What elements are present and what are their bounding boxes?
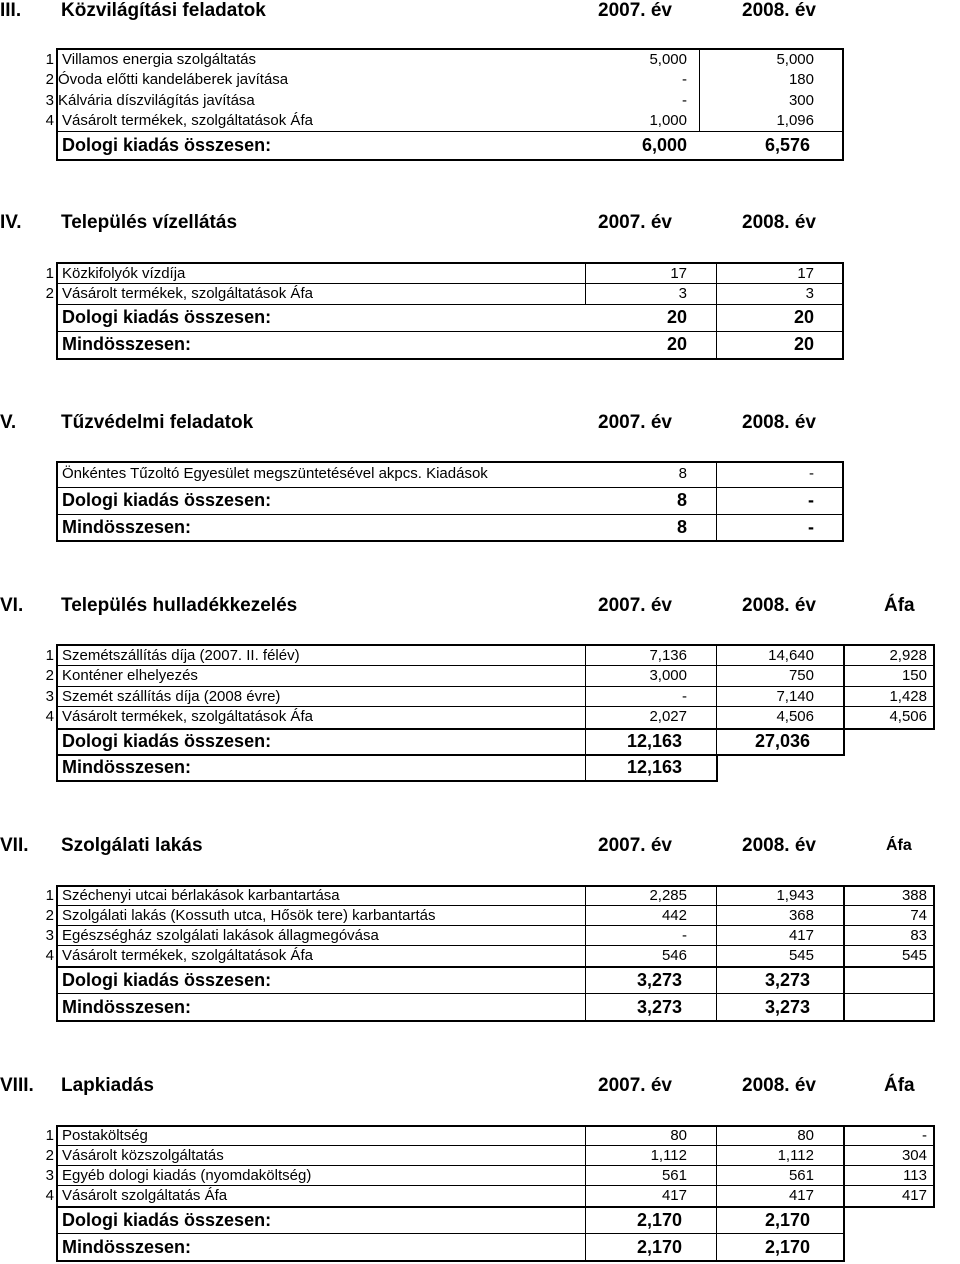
column-divider: [843, 644, 845, 730]
total-label: Dologi kiadás összesen:: [62, 731, 272, 751]
total-2007: 8: [676, 490, 687, 510]
value-2008: 545: [788, 947, 814, 964]
section-number: VIII.: [0, 1075, 34, 1096]
section-title: Település hulladékkezelés: [61, 595, 298, 616]
value-afa: 304: [901, 1147, 927, 1164]
row-divider: [56, 665, 935, 666]
grand-total-label: Mindösszesen:: [62, 997, 192, 1017]
value-2007: 2,027: [649, 708, 687, 725]
section-title: Közvilágítási feladatok: [61, 0, 266, 21]
value-2008: 80: [797, 1127, 814, 1144]
column-header-2008: 2008. év: [742, 1075, 816, 1096]
column-divider: [585, 728, 586, 756]
row-label: Vásárolt termékek, szolgáltatások Áfa: [62, 708, 313, 725]
total-2008: -: [808, 490, 814, 510]
column-divider: [716, 644, 717, 730]
value-2007: 17: [670, 265, 687, 282]
value-2008: 300: [788, 92, 814, 109]
value-2008: 417: [788, 927, 814, 944]
row-number: 1: [45, 1127, 54, 1144]
row-divider: [56, 1233, 845, 1234]
row-divider: [56, 304, 844, 305]
row-label: Széchenyi utcai bérlakások karbantartása: [62, 887, 340, 904]
row-divider: [56, 487, 844, 488]
total-2007: 3,273: [636, 970, 682, 990]
row-number: 2: [45, 71, 54, 88]
grand-total-label: Mindösszesen:: [62, 1237, 192, 1257]
column-divider: [716, 966, 717, 1022]
row-number: 3: [45, 1167, 54, 1184]
value-2007: -: [682, 688, 687, 705]
column-header-afa: Áfa: [886, 837, 912, 854]
value-afa: -: [922, 1127, 927, 1144]
section-number: V.: [0, 412, 17, 433]
value-2007: 2,285: [649, 887, 687, 904]
value-2008: 180: [788, 71, 814, 88]
value-afa: 417: [901, 1187, 927, 1204]
row-label: Egészségház szolgálati lakások állagmegóvása: [62, 927, 379, 944]
total-2008: 2,170: [764, 1210, 810, 1230]
value-2008: 3: [805, 285, 814, 302]
total-2008: 20: [793, 307, 814, 327]
section-title: Tűzvédelmi feladatok: [61, 412, 254, 433]
row-number: 1: [45, 647, 54, 664]
row-number: 3: [45, 92, 54, 109]
value-afa: 2,928: [889, 647, 927, 664]
value-2007: 3: [678, 285, 687, 302]
value-2007: 417: [661, 1187, 687, 1204]
row-number: 4: [45, 947, 54, 964]
column-divider: [699, 48, 700, 132]
column-header-2008: 2008. év: [742, 412, 816, 433]
total-label: Dologi kiadás összesen:: [62, 490, 272, 510]
column-divider: [585, 1125, 586, 1208]
grand-total-2008: 20: [793, 334, 814, 354]
value-2007: 80: [670, 1127, 687, 1144]
column-header-2008: 2008. év: [742, 595, 816, 616]
row-divider: [56, 1145, 935, 1146]
row-label: Szemét szállítás díja (2008 évre): [62, 688, 281, 705]
grand-total-label: Mindösszesen:: [62, 757, 192, 777]
grand-total-label: Mindösszesen:: [62, 517, 192, 537]
value-2007: -: [682, 92, 687, 109]
row-label: Önkéntes Tűzoltó Egyesület megszüntetésével akpcs. Kiadások: [62, 465, 488, 482]
value-2008: 561: [788, 1167, 814, 1184]
row-label: Szolgálati lakás (Kossuth utca, Hősök tere) karbantartás: [62, 907, 436, 924]
row-label: Közkifolyók vízdíja: [62, 265, 186, 282]
value-2008: 14,640: [768, 647, 814, 664]
row-divider: [56, 1185, 935, 1186]
column-header-2007: 2007. év: [598, 595, 672, 616]
value-2008: 417: [788, 1187, 814, 1204]
value-2007: 3,000: [649, 667, 687, 684]
column-header-2007: 2007. év: [598, 835, 672, 856]
row-number: 2: [45, 285, 54, 302]
column-divider: [585, 644, 586, 730]
value-2007: 546: [661, 947, 687, 964]
value-afa: 4,506: [889, 708, 927, 725]
total-2008: 3,273: [764, 970, 810, 990]
row-divider: [56, 993, 935, 994]
row-divider: [56, 686, 935, 687]
row-label: Vásárolt szolgáltatás Áfa: [62, 1187, 228, 1204]
value-afa: 113: [903, 1167, 927, 1184]
value-2007: 1,000: [649, 112, 687, 129]
row-label: Kálvária díszvilágítás javítása: [58, 92, 255, 109]
row-divider: [56, 945, 935, 946]
column-divider: [716, 1206, 717, 1262]
column-header-afa: Áfa: [884, 1075, 915, 1096]
grand-total-2008: 3,273: [764, 997, 810, 1017]
total-2007: 2,170: [636, 1210, 682, 1230]
section-title: Szolgálati lakás: [61, 835, 203, 856]
column-divider: [716, 461, 717, 540]
column-header-2007: 2007. év: [598, 412, 672, 433]
value-2008: 5,000: [776, 51, 814, 68]
column-divider: [843, 966, 845, 1022]
value-afa: 388: [901, 887, 927, 904]
row-label: Egyéb dologi kiadás (nyomdaköltség): [62, 1167, 312, 1184]
value-afa: 545: [901, 947, 927, 964]
row-number: 4: [45, 112, 54, 129]
column-header-2008: 2008. év: [742, 212, 816, 233]
row-divider: [56, 331, 844, 332]
row-label: Vásárolt termékek, szolgáltatások Áfa: [62, 285, 313, 302]
grand-total-2007: 2,170: [636, 1237, 682, 1257]
total-label: Dologi kiadás összesen:: [62, 970, 272, 990]
total-2007: 20: [666, 307, 687, 327]
row-divider: [56, 905, 935, 906]
row-label: Villamos energia szolgáltatás: [62, 51, 256, 68]
value-afa: 83: [910, 927, 927, 944]
value-2007: 8: [678, 465, 687, 482]
column-divider: [585, 754, 586, 782]
section-number: III.: [0, 0, 22, 21]
value-2008: -: [809, 465, 814, 482]
grand-total-2007: 8: [676, 517, 687, 537]
row-number: 4: [45, 1187, 54, 1204]
total-label: Dologi kiadás összesen:: [62, 135, 272, 155]
column-header-2007: 2007. év: [598, 212, 672, 233]
grand-total-2007: 20: [666, 334, 687, 354]
total-label: Dologi kiadás összesen:: [62, 1210, 272, 1230]
grand-total-label: Mindösszesen:: [62, 334, 192, 354]
column-divider: [716, 728, 717, 756]
row-label: Vásárolt termékek, szolgáltatások Áfa: [62, 947, 313, 964]
column-header-2007: 2007. év: [598, 0, 672, 21]
total-2007: 6,000: [641, 135, 687, 155]
row-label: Vásárolt termékek, szolgáltatások Áfa: [62, 112, 313, 129]
row-divider: [56, 706, 935, 707]
row-divider: [56, 131, 844, 132]
column-header-2008: 2008. év: [742, 0, 816, 21]
row-number: 1: [45, 887, 54, 904]
total-2007: 12,163: [626, 731, 682, 751]
row-number: 1: [45, 265, 54, 282]
grand-total-2008: 2,170: [764, 1237, 810, 1257]
column-divider: [843, 885, 845, 968]
value-2007: 442: [661, 907, 687, 924]
value-2008: 4,506: [776, 708, 814, 725]
grand-total-2007: 12,163: [626, 757, 682, 777]
value-2008: 17: [797, 265, 814, 282]
value-afa: 1,428: [889, 688, 927, 705]
grand-total-2007: 3,273: [636, 997, 682, 1017]
row-label: Óvoda előtti kandeláberek javítása: [58, 71, 289, 88]
column-divider: [716, 1125, 717, 1208]
row-number: 2: [45, 907, 54, 924]
grand-total-2008: -: [808, 517, 814, 537]
column-divider: [585, 1206, 586, 1262]
column-header-afa: Áfa: [884, 595, 915, 616]
value-2007: 561: [661, 1167, 687, 1184]
row-number: 2: [45, 1147, 54, 1164]
value-2008: 1,112: [777, 1147, 814, 1164]
row-number: 1: [45, 51, 54, 68]
value-2008: 368: [788, 907, 814, 924]
value-2008: 7,140: [776, 688, 814, 705]
column-divider: [843, 1125, 845, 1208]
row-number: 4: [45, 708, 54, 725]
row-number: 3: [45, 688, 54, 705]
total-label: Dologi kiadás összesen:: [62, 307, 272, 327]
row-divider: [56, 283, 844, 284]
column-header-2008: 2008. év: [742, 835, 816, 856]
row-divider: [56, 925, 935, 926]
row-number: 3: [45, 927, 54, 944]
row-number: 2: [45, 667, 54, 684]
row-divider: [56, 514, 844, 515]
total-2008: 6,576: [764, 135, 810, 155]
section-number: VII.: [0, 835, 29, 856]
column-divider: [716, 262, 717, 358]
column-divider: [585, 966, 586, 1022]
value-2007: -: [682, 927, 687, 944]
value-afa: 74: [910, 907, 927, 924]
section-title: Lapkiadás: [61, 1075, 154, 1096]
row-label: Szemétszállítás díja (2007. II. félév): [62, 647, 300, 664]
value-2008: 1,096: [776, 112, 814, 129]
section-number: IV.: [0, 212, 22, 233]
value-2007: 5,000: [649, 51, 687, 68]
row-label: Vásárolt közszolgáltatás: [62, 1147, 224, 1164]
column-header-2007: 2007. év: [598, 1075, 672, 1096]
column-divider: [585, 885, 586, 968]
value-2007: -: [682, 71, 687, 88]
value-afa: 150: [901, 667, 927, 684]
value-2008: 750: [788, 667, 814, 684]
value-2007: 7,136: [649, 647, 687, 664]
section-title: Település vízellátás: [61, 212, 238, 233]
total-2008: 27,036: [754, 731, 810, 751]
row-label: Konténer elhelyezés: [62, 667, 198, 684]
row-divider: [56, 1165, 935, 1166]
column-divider: [716, 885, 717, 968]
value-2008: 1,943: [776, 887, 814, 904]
value-2007: 1,112: [650, 1147, 687, 1164]
row-label: Postaköltség: [62, 1127, 148, 1144]
section-number: VI.: [0, 595, 24, 616]
